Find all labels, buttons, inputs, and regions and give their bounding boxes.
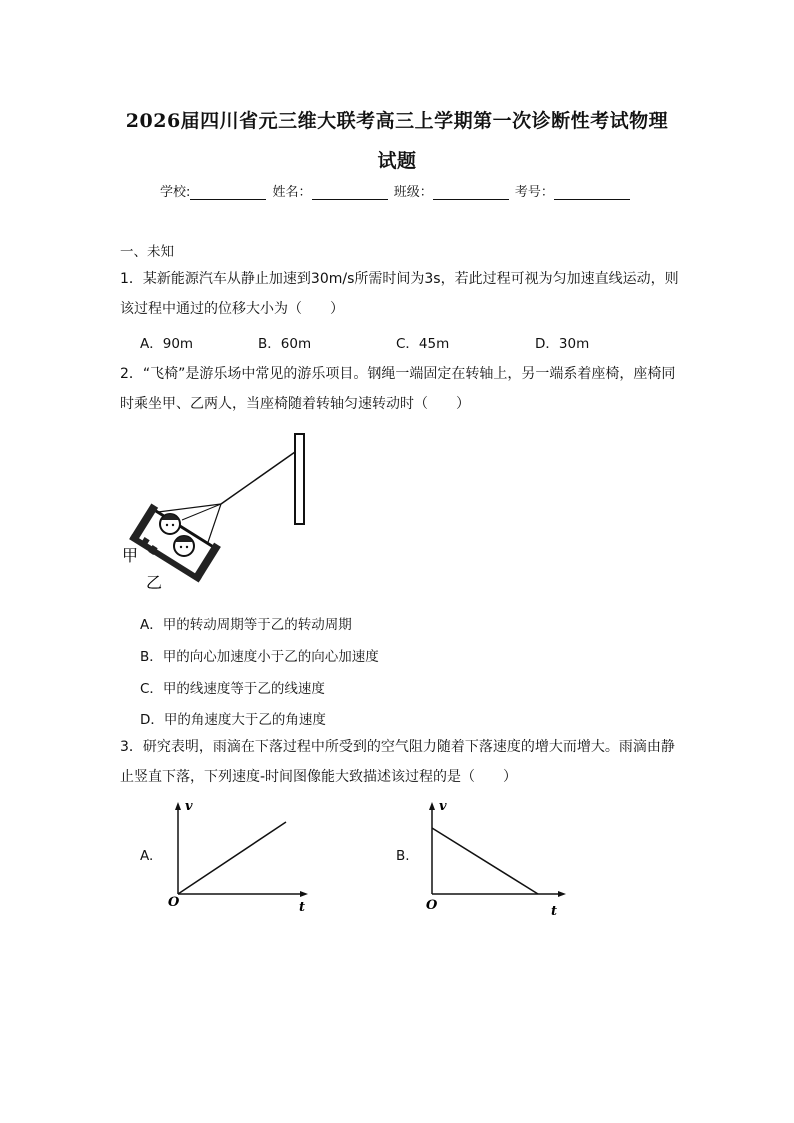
class-label: 班级：: [393, 185, 433, 200]
q1-option-c[interactable]: C．45m: [396, 336, 450, 352]
q3-graph-b[interactable]: [420, 798, 580, 918]
label-jia: 甲: [122, 546, 139, 565]
graph-a-t-label: t: [299, 900, 306, 915]
graph-a-v-label: v: [185, 799, 193, 814]
school-label: 学校:: [160, 185, 191, 200]
q1-stem-line2: 该过程中通过的位移大小为（ ）: [120, 301, 344, 317]
q2-stem-line1: 2．“飞椅”是游乐场中常见的游乐项目。钢绳一端固定在转轴上，另一端系着座椅，座椅同: [120, 366, 676, 382]
q2-option-b[interactable]: B．甲的向心加速度小于乙的向心加速度: [140, 649, 379, 665]
graph-b-t-label: t: [551, 904, 558, 918]
graph-b-origin: O: [426, 898, 438, 913]
graph-b-v-label: v: [439, 799, 447, 814]
q3-stem-line1: 3．研究表明，雨滴在下落过程中所受到的空气阻力随着下落速度的增大而增大。雨滴由静: [120, 739, 675, 755]
graph-a-x-arrow: [300, 891, 308, 897]
flying-chair-figure: [120, 428, 320, 598]
name-label: 姓名：: [272, 185, 312, 200]
exam-title-line1: 2026届四川省元三维大联考高三上学期第一次诊断性考试物理: [125, 110, 669, 132]
label-yi: 乙: [146, 573, 163, 592]
section-heading: 一、未知: [120, 244, 174, 260]
q2-stem-line2: 时乘坐甲、乙两人，当座椅随着转轴匀速转动时（ ）: [120, 396, 470, 412]
graph-a-origin: O: [168, 895, 180, 910]
q3-option-a-label[interactable]: A.: [140, 848, 154, 864]
q1-stem-line1: 1．某新能源汽车从静止加速到30m/s所需时间为3s，若此过程可视为匀加速直线运动，则: [120, 271, 679, 287]
rider-yi: [174, 536, 194, 556]
q2-option-d[interactable]: D．甲的角速度大于乙的角速度: [140, 712, 326, 728]
q1-option-a[interactable]: A．90m: [140, 336, 194, 352]
steel-rope: [221, 452, 295, 504]
school-blank[interactable]: [190, 187, 266, 200]
class-blank[interactable]: [433, 187, 509, 200]
exam-number-blank[interactable]: [554, 187, 630, 200]
graph-b-line: [432, 828, 538, 894]
graph-a-line: [178, 822, 286, 894]
q3-stem-line2: 止竖直下落，下列速度-时间图像能大致描述该过程的是（ ）: [120, 769, 518, 785]
graph-b-x-arrow: [558, 891, 566, 897]
graph-a-y-arrow: [175, 802, 181, 810]
q3-option-b-label[interactable]: B.: [396, 848, 410, 864]
exam-title-line2: 试题: [377, 150, 417, 172]
q2-option-a[interactable]: A．甲的转动周期等于乙的转动周期: [140, 617, 352, 633]
q1-option-d[interactable]: D．30m: [535, 336, 590, 352]
student-info-row: [160, 181, 632, 200]
rider-jia: [160, 514, 180, 534]
name-blank[interactable]: [312, 187, 388, 200]
q2-option-c[interactable]: C．甲的线速度等于乙的线速度: [140, 681, 325, 697]
rotating-shaft: [295, 434, 304, 524]
exam-number-label: 考号：: [514, 185, 554, 200]
graph-b-y-arrow: [429, 802, 435, 810]
q3-graph-a[interactable]: [166, 798, 316, 918]
q1-option-b[interactable]: B．60m: [258, 336, 312, 352]
